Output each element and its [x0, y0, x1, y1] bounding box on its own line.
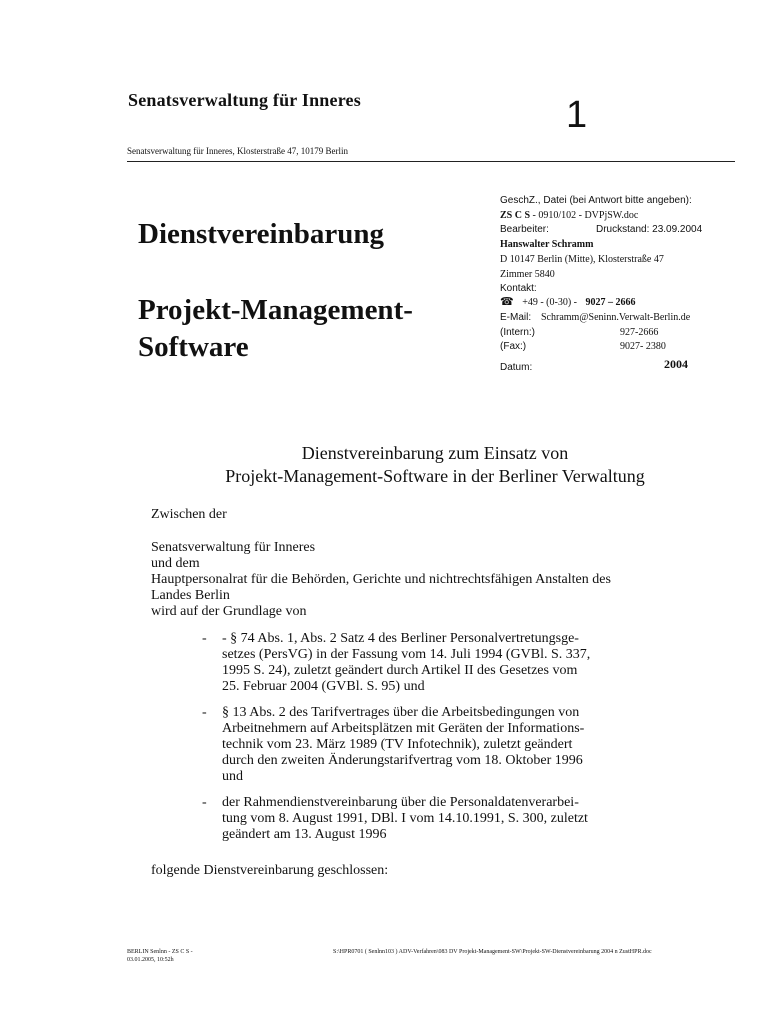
header-divider: [127, 161, 735, 162]
agreement-heading: [130, 442, 740, 488]
phone-prefix: +49 - (0-30) -: [522, 297, 577, 308]
list-line: setzes (PersVG) in der Fassung vom 14. Juli 1994 (GVBl. S. 337,: [222, 647, 591, 662]
document-title-line1: Dienstvereinbarung: [138, 218, 384, 250]
list-bullet: -: [202, 631, 207, 646]
phone-number: 9027 – 2666: [585, 297, 636, 308]
phone-row: [500, 295, 636, 310]
list-line: tung vom 8. August 1991, DBl. I vom 14.10.1991, S. 300, zuletzt: [222, 811, 588, 826]
party-1: Senatsverwaltung für Inneres: [151, 540, 316, 555]
sender-address-line: Senatsverwaltung für Inneres, Klosterstraße 47, 10179 Berlin: [127, 146, 348, 156]
list-line: 1995 S. 24), zuletzt geändert durch Artikel II des Gesetzes vom: [222, 663, 578, 678]
list-line: durch den zweiten Änderungstarifvertrag vom 18. Oktober 1996: [222, 753, 583, 768]
officer-street: D 10147 Berlin (Mitte), Klosterstraße 47: [500, 254, 664, 265]
grundlage-text: wird auf der Grundlage von: [151, 604, 307, 619]
email-address[interactable]: Schramm@Seninn.Verwalt-Berlin.de: [541, 312, 691, 323]
heading-line1: Dienstvereinbarung zum Einsatz von: [301, 443, 569, 463]
party-2-line2: Landes Berlin: [151, 588, 230, 603]
file-reference-row: [500, 208, 638, 223]
list-line: § 13 Abs. 2 des Tarifvertrages über die Arbeitsbedingungen von: [222, 705, 580, 720]
file-reference: - 0910/102 - DVPjSW.doc: [532, 210, 639, 221]
fax-label: (Fax:): [500, 341, 527, 352]
footer-left-line2: 03.01.2005, 10:52h: [127, 957, 174, 963]
bearbeiter-label: Bearbeiter:: [500, 224, 549, 235]
list-bullet: -: [202, 705, 207, 720]
list-item: [222, 705, 632, 785]
list-line: technik vom 23. März 1989 (TV Infotechnik), zuletzt geändert: [222, 737, 573, 752]
und-dem: und dem: [151, 556, 200, 571]
list-line: - § 74 Abs. 1, Abs. 2 Satz 4 des Berliner Personalvertretungsge-: [222, 631, 579, 646]
closing-text: folgende Dienstvereinbarung geschlossen:: [151, 863, 389, 878]
footer-left: [127, 948, 193, 964]
list-item: [222, 631, 632, 695]
party-2-line1: Hauptpersonalrat für die Behörden, Gerichte und nichtrechtsfähigen Anstalten des: [151, 572, 611, 587]
list-line: Arbeitnehmern auf Arbeitsplätzen mit Geräten der Informations-: [222, 721, 585, 736]
footer-left-line1: BERLIN Senlnn - ZS C S -: [127, 949, 193, 955]
officer-room: Zimmer 5840: [500, 269, 555, 280]
intern-value: 927-2666: [620, 327, 659, 338]
kontakt-label: Kontakt:: [500, 283, 537, 294]
list-item: [222, 795, 632, 843]
intro-text: Zwischen der: [151, 507, 227, 522]
fax-value: 9027- 2380: [620, 341, 666, 352]
druckstand: Druckstand: 23.09.2004: [596, 224, 703, 235]
datum-label: Datum:: [500, 362, 533, 373]
document-title-line2: Projekt-Management-Software: [138, 294, 413, 363]
intern-label: (Intern:): [500, 327, 536, 338]
agency-name: Senatsverwaltung für Inneres: [128, 90, 361, 110]
email-label: E-Mail:: [500, 312, 532, 323]
telephone-icon: ☎: [500, 296, 514, 308]
geschz-label: GeschZ., Datei (bei Antwort bitte angeben):: [500, 195, 692, 206]
officer-name: Hanswalter Schramm: [500, 239, 594, 250]
list-bullet: -: [202, 795, 207, 810]
list-line: der Rahmendienstvereinbarung über die Personaldatenverarbei-: [222, 795, 579, 810]
heading-line2: Projekt-Management-Software in der Berliner Verwaltung: [225, 466, 645, 486]
zscs-code: ZS C S: [500, 210, 531, 221]
list-line: geändert am 13. August 1996: [222, 827, 387, 842]
list-line: 25. Februar 2004 (GVBl. S. 95) und: [222, 679, 425, 694]
page-number: 1: [566, 94, 588, 136]
footer-file-path: S:\HPR0701 ( Senlnn103 ) ADV-Verfahren\083 DV Projekt-Management-SW\Projekt-SW-Dienstvereinbarung 2004 n ZustHPR.doc: [333, 949, 652, 955]
datum-value: 2004: [664, 357, 688, 371]
list-line: und: [222, 769, 243, 784]
